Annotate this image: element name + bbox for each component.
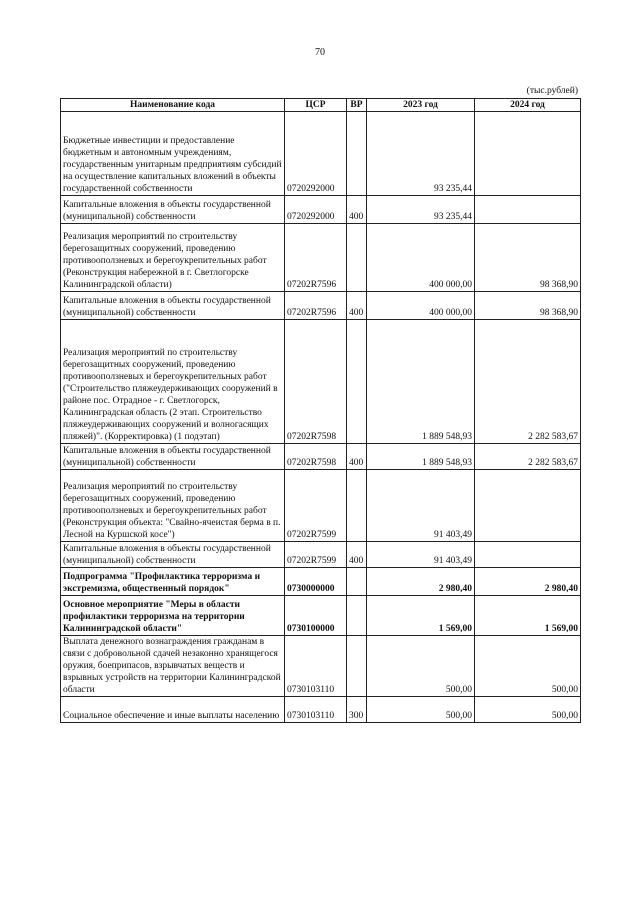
row-csr: 07202R7598 [285,320,347,444]
row-2024 [475,196,581,224]
row-name: Капитальные вложения в объекты государственной (муниципальной) собственности [61,196,285,224]
header-name: Наименование кода [61,99,285,112]
row-2023: 91 403,49 [367,470,475,542]
row-2023: 93 235,44 [367,112,475,196]
row-csr: 07202R7598 [285,444,347,470]
row-csr: 0720292000 [285,112,347,196]
row-2024 [475,470,581,542]
row-2024: 2 282 583,67 [475,320,581,444]
row-2023: 1 889 548,93 [367,320,475,444]
row-csr: 0730100000 [285,596,347,636]
row-vr: 400 [347,292,367,320]
table-row [61,292,581,320]
row-vr [347,224,367,292]
row-vr [347,596,367,636]
table-row [61,224,581,292]
table-row [61,196,581,224]
row-2023: 500,00 [367,636,475,697]
row-name: Бюджетные инвестиции и предоставление бюджетным и автономным учреждениям, государственным унитарным предприятиям субсидий на осуществление капитальных вложений в объекты государственной собственности [61,112,285,196]
row-vr [347,320,367,444]
row-name: Реализация мероприятий по строительству берегозащитных сооружений, проведению противооползневых и берегоукрепительных работ ("Строительство пляжеудерживающих сооружений в районе пос. Отрадное - г. Светлогорск, Калининградская область (2 этап. Строительство пляжеудерживающих сооружений и волногасящих пляжей)". (Корректировка) (1 подэтап) [61,320,285,444]
row-2024: 98 368,90 [475,224,581,292]
row-vr [347,636,367,697]
row-vr [347,112,367,196]
row-2023: 1 569,00 [367,596,475,636]
row-2023: 1 889 548,93 [367,444,475,470]
row-vr: 400 [347,542,367,568]
row-csr: 0730103110 [285,697,347,723]
row-csr: 0730103110 [285,636,347,697]
row-name: Реализация мероприятий по строительству берегозащитных сооружений, проведению противооползневых и берегоукрепительных работ (Реконструкция набережной в г. Светлогорске Калининградской области) [61,224,285,292]
row-2024: 2 282 583,67 [475,444,581,470]
row-2024 [475,112,581,196]
row-csr: 07202R7596 [285,292,347,320]
header-vr: ВР [347,99,367,112]
row-vr: 400 [347,444,367,470]
row-2023: 500,00 [367,697,475,723]
row-csr: 07202R7599 [285,470,347,542]
table-row [61,320,581,444]
row-csr: 07202R7599 [285,542,347,568]
row-2024: 500,00 [475,636,581,697]
table-header-row [61,99,581,112]
row-csr: 07202R7596 [285,224,347,292]
row-name: Капитальные вложения в объекты государственной (муниципальной) собственности [61,542,285,568]
row-vr [347,568,367,596]
row-vr: 400 [347,196,367,224]
table-row [61,470,581,542]
header-csr: ЦСР [285,99,347,112]
row-csr: 0720292000 [285,196,347,224]
table-row [61,568,581,596]
row-name: Капитальные вложения в объекты государственной (муниципальной) собственности [61,292,285,320]
row-name: Выплата денежного вознаграждения гражданам в связи с добровольной сдачей незаконно хранящегося оружия, боеприпасов, взрывчатых веществ и взрывных устройств на территории Калининградской области [61,636,285,697]
table-row [61,596,581,636]
row-2024 [475,542,581,568]
budget-table [60,98,581,723]
row-vr: 300 [347,697,367,723]
row-vr [347,470,367,542]
row-2023: 91 403,49 [367,542,475,568]
row-name: Подпрограмма "Профилактика терроризма и экстремизма, общественный порядок" [61,568,285,596]
row-name: Реализация мероприятий по строительству берегозащитных сооружений, проведению противооползневых и берегоукрепительных работ (Реконструкция объекта: "Свайно-ячеистая берма в п. Лесной на Куршской косе") [61,470,285,542]
header-2023: 2023 год [367,99,475,112]
row-2024: 1 569,00 [475,596,581,636]
row-2024: 2 980,40 [475,568,581,596]
table-row [61,112,581,196]
row-csr: 0730000000 [285,568,347,596]
row-name: Социальное обеспечение и иные выплаты населению [61,697,285,723]
page-number: 70 [315,47,325,58]
row-2023: 400 000,00 [367,292,475,320]
row-2024: 98 368,90 [475,292,581,320]
table-row [61,444,581,470]
table-row [61,697,581,723]
header-2024: 2024 год [475,99,581,112]
row-name: Основное мероприятие "Меры в области профилактики терроризма на территории Калининградской области" [61,596,285,636]
units-label: (тыс.рублей) [526,86,578,96]
row-name: Капитальные вложения в объекты государственной (муниципальной) собственности [61,444,285,470]
row-2023: 400 000,00 [367,224,475,292]
table-row [61,636,581,697]
table-row [61,542,581,568]
row-2023: 2 980,40 [367,568,475,596]
row-2024: 500,00 [475,697,581,723]
row-2023: 93 235,44 [367,196,475,224]
